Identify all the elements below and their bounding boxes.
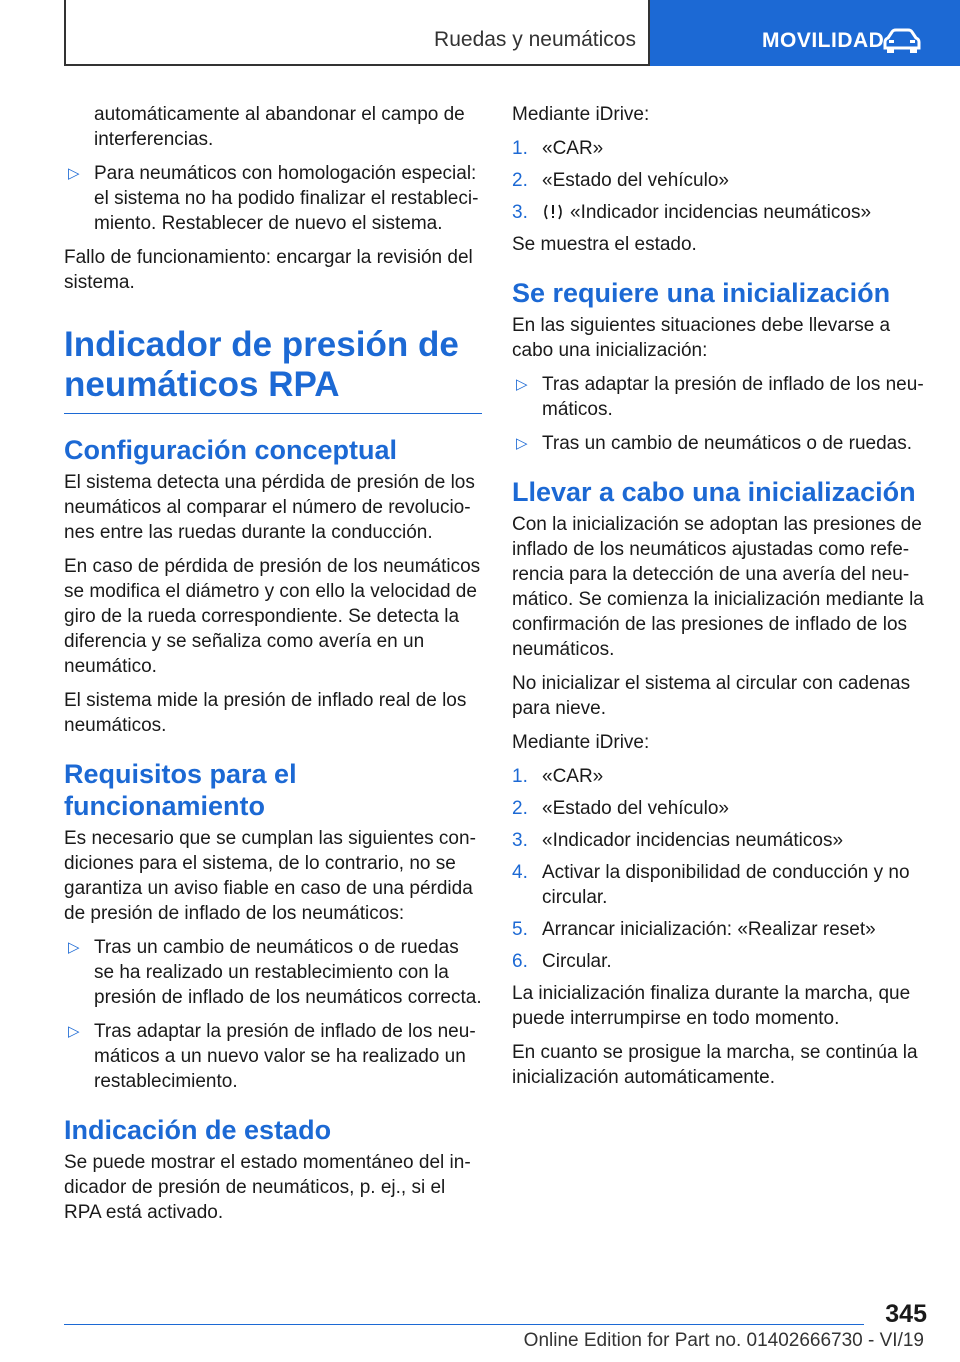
paragraph: En cuanto se prosigue la marcha, se continúa la inicialización automáticamente. [512, 1042, 918, 1088]
step-number: 3. [512, 202, 528, 223]
step-item [512, 168, 924, 193]
paragraph: Mediante iDrive: [512, 732, 650, 753]
paragraph: Se puede mostrar el estado momentáneo del indicador de presión de neumáticos, p. ej., si el RPA está activado. [64, 1152, 471, 1223]
section-heading: Requisitos para el funcionamiento [64, 759, 297, 821]
triangle-bullet-icon: ▷ [68, 1023, 80, 1040]
step-number: 1. [512, 138, 528, 159]
step-text: Activar la disponibilidad de conducción y no circular. [542, 862, 910, 908]
right-column [512, 102, 924, 1099]
step-item [512, 136, 924, 161]
list-item [512, 431, 924, 456]
triangle-bullet-icon: ▷ [516, 376, 528, 393]
paragraph: En las siguientes situaciones debe llevarse a cabo una inicialización: [512, 315, 891, 361]
paragraph: Con la inicialización se adoptan las presiones de inflado de los neumáticos ajustadas como referencia para la detección de una avería del neumático. Se comienza la inicialización mediante la confirmación de las presiones de inflado de los neumáticos. [512, 514, 924, 660]
page-number: 345 [885, 1300, 927, 1328]
step-item [512, 764, 924, 789]
paragraph: En caso de pérdida de presión de los neumáticos se modifica el diámetro y con ello la velocidad de giro de la rueda correspondiente. Se detecta la diferencia y se señaliza como avería en un neumático. [64, 556, 481, 677]
triangle-bullet-icon: ▷ [68, 165, 80, 182]
paragraph: Es necesario que se cumplan las siguientes condiciones para el sistema, de lo contrario, no se garantiza un aviso fiable en caso de una pérdida de presión de inflado de los neumáticos: [64, 828, 476, 924]
list-item [512, 372, 924, 422]
tire-warning-icon [542, 202, 564, 222]
section-heading: Se requiere una inicialización [512, 278, 891, 308]
step-text: «Indicador incidencias neumáticos» [542, 830, 844, 851]
section-heading: Indicación de estado [64, 1115, 332, 1145]
step-text: «CAR» [542, 138, 604, 159]
chapter-heading: Indicador de presión de neumáticos RPA [64, 325, 482, 414]
step-text: «Estado del vehículo» [542, 798, 729, 819]
paragraph: El sistema detecta una pérdida de presión de los neumáticos al comparar el número de revoluciones entre las ruedas durante la conducción. [64, 472, 475, 543]
list-item-text: Tras adaptar la presión de inflado de los neumáticos. [542, 374, 924, 420]
step-number: 3. [512, 830, 528, 851]
footer-rule [64, 1324, 864, 1325]
paragraph: La inicialización finaliza durante la marcha, que puede interrumpirse en todo momento. [512, 983, 911, 1029]
step-item [512, 949, 924, 974]
car-icon [882, 28, 922, 54]
step-text: «CAR» [542, 766, 604, 787]
step-item [512, 796, 924, 821]
list-item-text: Tras adaptar la presión de inflado de los neumáticos a un nuevo valor se ha realizado un restablecimiento. [94, 1021, 476, 1092]
chapter-tab[interactable] [650, 0, 960, 66]
triangle-bullet-icon: ▷ [516, 435, 528, 452]
step-number: 2. [512, 798, 528, 819]
chapter-tab-label: MOVILIDAD [762, 29, 885, 52]
step-item [512, 828, 924, 853]
paragraph: Se muestra el estado. [512, 234, 697, 255]
continuation-text: automáticamente al abandonar el campo de interferencias. [94, 104, 465, 150]
section-heading: Llevar a cabo una inicialización [512, 477, 916, 507]
step-text: Circular. [542, 951, 612, 972]
step-item [512, 200, 924, 225]
list-item-text: Tras un cambio de neumáticos o de ruedas. [542, 433, 912, 454]
step-number: 6. [512, 951, 528, 972]
footer-edition: Online Edition for Part no. 01402666730 - VI/19 [523, 1330, 924, 1351]
paragraph: Mediante iDrive: [512, 104, 650, 125]
step-number: 2. [512, 170, 528, 191]
list-item [64, 1019, 482, 1094]
paragraph: No inicializar el sistema al circular con cadenas para nieve. [512, 673, 911, 719]
paragraph: El sistema mide la presión de inflado real de los neumáticos. [64, 690, 467, 736]
step-item [512, 917, 924, 942]
section-title: Ruedas y neumáticos [434, 28, 636, 51]
section-heading: Configuración conceptual [64, 435, 398, 465]
header-divider-left [64, 0, 66, 66]
step-number: 1. [512, 766, 528, 787]
step-text: «Estado del vehículo» [542, 170, 729, 191]
step-item [512, 860, 924, 910]
step-text: Arrancar inicialización: «Realizar reset» [542, 919, 876, 940]
triangle-bullet-icon: ▷ [68, 939, 80, 956]
step-text: «Indicador incidencias neumáticos» [570, 202, 872, 223]
step-number: 4. [512, 862, 528, 883]
list-item-text: Para neumáticos con homologación especial: el sistema no ha podido finalizar el restablecimiento. Restablecer de nuevo el sistema. [94, 163, 479, 234]
step-number: 5. [512, 919, 528, 940]
left-column [64, 102, 482, 1234]
list-item [64, 161, 482, 236]
list-item-text: Tras un cambio de neumáticos o de ruedas se ha realizado un restablecimiento con la presión de inflado de los neumáticos correcta. [94, 937, 482, 1008]
paragraph: Fallo de funcionamiento: encargar la revisión del sistema. [64, 247, 473, 293]
list-item [64, 935, 482, 1010]
